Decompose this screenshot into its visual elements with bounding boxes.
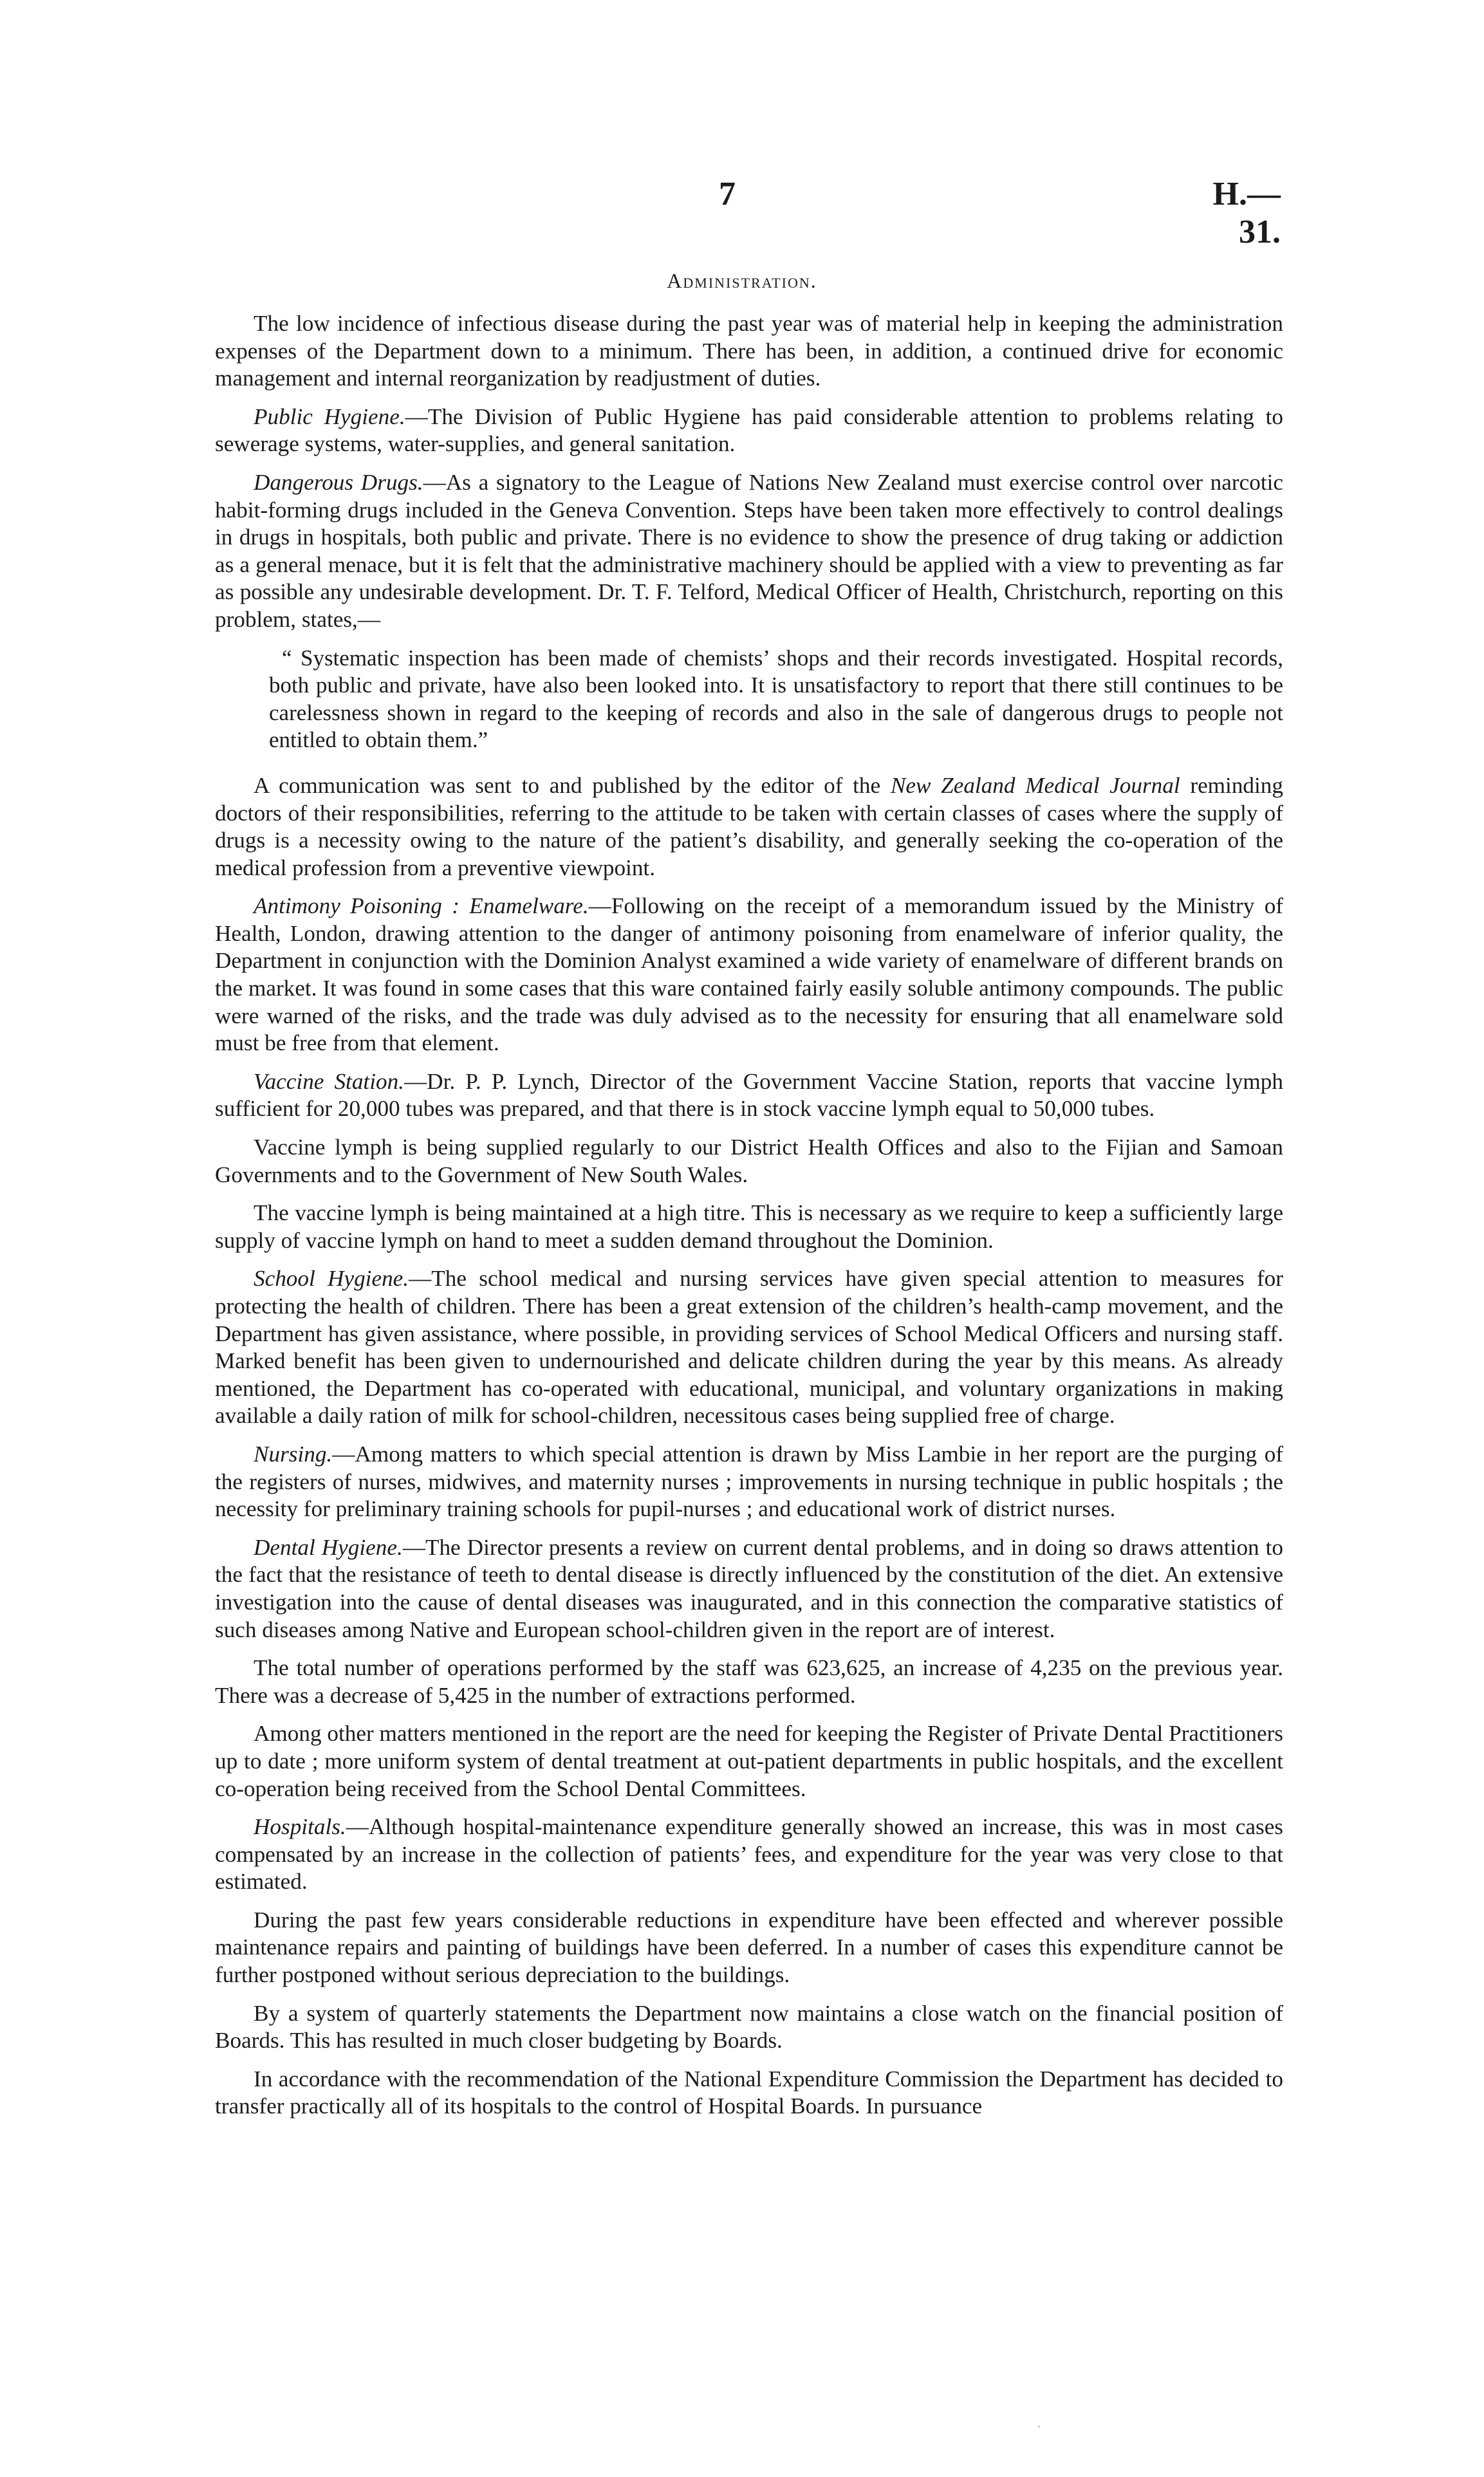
paragraph-text: The low incidence of infectious disease during the past year was of material help in keeping the administration expenses of the Department down to a minimum. There has been, in addition, a continued drive for economic management and internal reorganization by readjustment of duties. — [215, 311, 1283, 391]
block-quote — [269, 645, 1283, 754]
run-in-heading: Public Hygiene. — [254, 404, 405, 429]
body-text — [215, 310, 1283, 2131]
run-in-heading: Dental Hygiene. — [254, 1534, 403, 1560]
paragraph-public-hygiene — [215, 404, 1283, 458]
run-in-heading: Nursing. — [254, 1441, 333, 1467]
run-in-heading: Hospitals. — [254, 1814, 346, 1840]
paragraph-text: —The Division of Public Hygiene has paid considerable attention to problems relating to sewerage systems, water-supplies, and general sanitation. — [215, 404, 1283, 457]
document-reference: H.—31. — [1212, 176, 1281, 250]
paragraph-text: —The school medical and nursing services have given special attention to measures for protecting the health of children. There has been a great extension of the children’s health-camp movement, and the Department has given assistance, where possible, in providing services of School Medical Officers and nursing staff. Marked benefit has been given to undernourished and delicate children during the year by this means. As already mentioned, the Department has co-operated with educational, municipal, and voluntary organizations in making available a daily ration of milk for school-children, necessitous cases being supplied free of charge. — [215, 1266, 1283, 1429]
paragraph-text: By a system of quarterly statements the Department now maintains a close watch on the financial position of Boards. This has resulted in much closer budgeting by Boards. — [215, 2000, 1283, 2054]
paragraph-vaccine-titre — [215, 1200, 1283, 1254]
paragraph-dangerous-drugs — [215, 469, 1283, 634]
paragraph-text: —As a signatory to the League of Nations New Zealand must exercise control over narcotic habit-forming drugs included in the Geneva Convention. Steps have been taken more effectively to control dealings in drugs in hospitals, both public and private. There is no evidence to show the presence of drug taking or addiction as a general menace, but it is felt that the administrative machinery should be applied with a view to preventing as far as possible any undesirable development. Dr. T. F. Telford, Medical Officer of Health, Christchurch, reporting on this problem, states,— — [215, 469, 1283, 632]
paragraph-hospitals — [215, 1814, 1283, 1896]
run-in-heading: Dangerous Drugs. — [254, 469, 423, 495]
paragraph-nursing — [215, 1441, 1283, 1523]
paragraph-vaccine-station — [215, 1068, 1283, 1123]
paragraph-antimony-poisoning — [215, 893, 1283, 1057]
paragraph-dental-operations — [215, 1655, 1283, 1709]
section-heading: Administration. — [667, 269, 817, 292]
quote-text: “ Systematic inspection has been made of chemists’ shops and their records investigated. Hospital records, both public and private, have also been looked into. It is unsatisfactory to report that there still continues to be carelessness shown in regard to the keeping of records and also in the sale of dangerous drugs to people not entitled to obtain them.” — [269, 645, 1283, 753]
footer-mark: . — [1037, 2417, 1041, 2431]
paragraph-text: Among other matters mentioned in the report are the need for keeping the Register of Private Dental Practitioners up to date ; more uniform system of dental treatment at out-patient departments in public hospitals, and the excellent co-operation being received from the School Dental Committees. — [215, 1721, 1283, 1801]
paragraph-text: —Following on the receipt of a memorandum issued by the Ministry of Health, London, drawing attention to the danger of antimony poisoning from enamelware of inferior quality, the Department in conjunction with the Dominion Analyst examined a wide variety of enamelware of different brands on the market. It was found in some cases that this ware contained fairly easily soluble antimony compounds. The public were warned of the risks, and the trade was duly advised as to the necessity for ensuring that all enamelware sold must be free from that element. — [215, 893, 1284, 1056]
run-in-heading: Antimony Poisoning : Enamelware. — [254, 893, 589, 919]
paragraph-communication — [215, 772, 1283, 882]
paragraph-text: —Although hospital-maintenance expenditure generally showed an increase, this was in most cases compensated by an increase in the collection of patients’ fees, and expenditure for the year was very close to that estimated. — [215, 1814, 1283, 1895]
run-in-heading: Vaccine Station. — [254, 1068, 404, 1094]
paragraph-text: During the past few years considerable reductions in expenditure have been effected and wherever possible maintenance repairs and painting of buildings have been deferred. In a number of cases this expenditure cannot be further postponed without serious depreciation to the buildings. — [215, 1907, 1283, 1988]
paragraph-text: —The Director presents a review on current dental problems, and in doing so draws attention to the fact that the resistance of teeth to dental disease is directly influenced by the constitution of the diet. An extensive investigation into the cause of dental diseases was inaugurated, and in this connection the comparative statistics of such diseases among Native and European school-children given in the report are of interest. — [215, 1534, 1283, 1642]
journal-title: New Zealand Medical Journal — [890, 772, 1180, 798]
paragraph-text: —Dr. P. P. Lynch, Director of the Government Vaccine Station, reports that vaccine lymph sufficient for 20,000 tubes was prepared, and that there is in stock vaccine lymph equal to 50,000 tubes. — [215, 1068, 1283, 1122]
paragraph-dental-matters — [215, 1720, 1283, 1803]
paragraph-text: Vaccine lymph is being supplied regularly to our District Health Offices and also to the Fijian and Samoan Governments and to the Government of New South Wales. — [215, 1135, 1283, 1187]
paragraph-hospital-transfer — [215, 2066, 1283, 2120]
paragraph-text: reminding doctors of their responsibilities, referring to the attitude to be taken with certain classes of cases where the supply of drugs is a necessity owing to the nature of the patient’s disability, and generally seeking the co-operation of the medical profession from a preventive viewpoint. — [215, 772, 1283, 880]
paragraph-dental-hygiene — [215, 1534, 1283, 1644]
paragraph-text: The total number of operations performed by the staff was 623,625, an increase of 4,235 on the previous year. There was a decrease of 5,425 in the number of extractions performed. — [215, 1655, 1283, 1708]
paragraph-text: —Among matters to which special attention is drawn by Miss Lambie in her report are the purging of the registers of nurses, midwives, and maternity nurses ; improvements in nursing technique in public hospitals ; the necessity for preliminary training schools for pupil-nurses ; and educational work of district nurses. — [215, 1441, 1283, 1522]
paragraph-text: A communication was sent to and published by the editor of the — [254, 772, 891, 798]
paragraph-quarterly-statements — [215, 2000, 1283, 2055]
paragraph-administration — [215, 310, 1283, 393]
paragraph-school-hygiene — [215, 1265, 1283, 1430]
paragraph-expenditure-reductions — [215, 1907, 1283, 1989]
run-in-heading: School Hygiene. — [254, 1266, 409, 1292]
paragraph-text: The vaccine lymph is being maintained at a high titre. This is necessary as we require to keep a sufficiently large supply of vaccine lymph on hand to meet a sudden demand throughout the Dominion. — [215, 1200, 1283, 1253]
paragraph-text: In accordance with the recommendation of the National Expenditure Commission the Department has decided to transfer practically all of its hospitals to the control of Hospital Boards. In pursuance — [215, 2066, 1283, 2119]
page-number: 7 — [719, 176, 736, 212]
paragraph-vaccine-supply — [215, 1134, 1283, 1189]
